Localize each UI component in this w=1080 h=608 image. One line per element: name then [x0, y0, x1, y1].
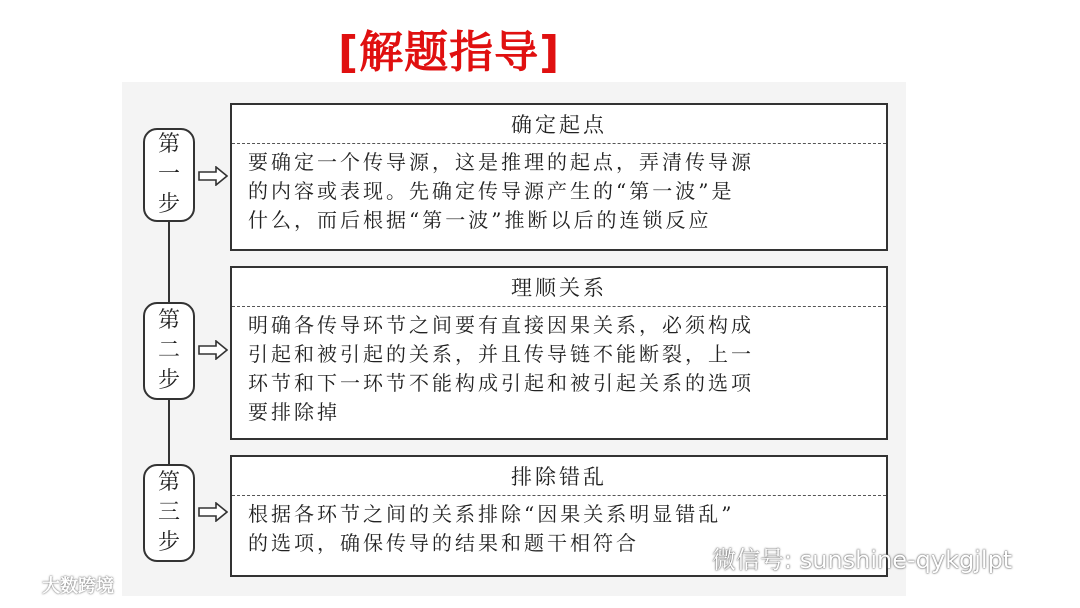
step-1-body: [232, 144, 886, 235]
step-2-body: [232, 307, 886, 427]
page-title: [解题指导]: [338, 27, 561, 78]
step-2-char-1: 第: [157, 308, 180, 333]
step-3-tag: [143, 464, 195, 562]
step-1-char-2: 一: [157, 162, 180, 187]
step-2-line-3: 环节和下一环节不能构成引起和被引起关系的选项: [248, 371, 754, 395]
arrow-right-icon: [198, 502, 228, 522]
step-1-heading: 确定起点: [232, 105, 886, 144]
step-3-char-1: 第: [157, 470, 180, 495]
step-2-line-1: 明确各传导环节之间要有直接因果关系，必须构成: [248, 313, 754, 337]
watermark-left-text: 大数跨境: [42, 576, 114, 597]
watermark-right-text: 微信号: sunshine-qykgjlpt: [712, 546, 1013, 574]
step-1-line-2: 的内容或表现。先确定传导源产生的“第一波”是: [248, 179, 735, 203]
watermark-right: [680, 540, 1012, 575]
step-3-line-1: 根据各环节之间的关系排除“因果关系明显错乱”: [248, 502, 735, 526]
watermark-left: [8, 572, 114, 598]
step-1-box: [230, 103, 888, 251]
arrow-right-icon: [198, 166, 228, 186]
step-1-char-1: 第: [157, 132, 180, 157]
watermark-logo-icon: [8, 575, 38, 595]
arrow-right-icon: [198, 340, 228, 360]
step-1-char-3: 步: [157, 192, 180, 217]
step-2-line-4: 要排除掉: [248, 400, 340, 424]
step-2-line-2: 引起和被引起的关系，并且传导链不能断裂，上一: [248, 342, 754, 366]
step-3-char-3: 步: [157, 530, 180, 555]
step-connector-1: [168, 222, 170, 302]
step-1-tag: [143, 128, 195, 222]
step-2-char-3: 步: [157, 368, 180, 393]
step-2-tag: [143, 302, 195, 400]
step-1-line-3: 什么，而后根据“第一波”推断以后的连锁反应: [248, 208, 712, 232]
step-3-line-2: 的选项，确保传导的结果和题干相符合: [248, 531, 639, 555]
step-2-box: [230, 266, 888, 440]
step-3-heading: 排除错乱: [232, 457, 886, 496]
step-1-line-1: 要确定一个传导源，这是推理的起点，弄清传导源: [248, 150, 754, 174]
step-2-char-2: 二: [157, 338, 180, 363]
step-2-heading: 理顺关系: [232, 268, 886, 307]
step-connector-2: [168, 398, 170, 464]
wechat-icon: [680, 546, 708, 570]
step-3-char-2: 三: [157, 500, 180, 525]
